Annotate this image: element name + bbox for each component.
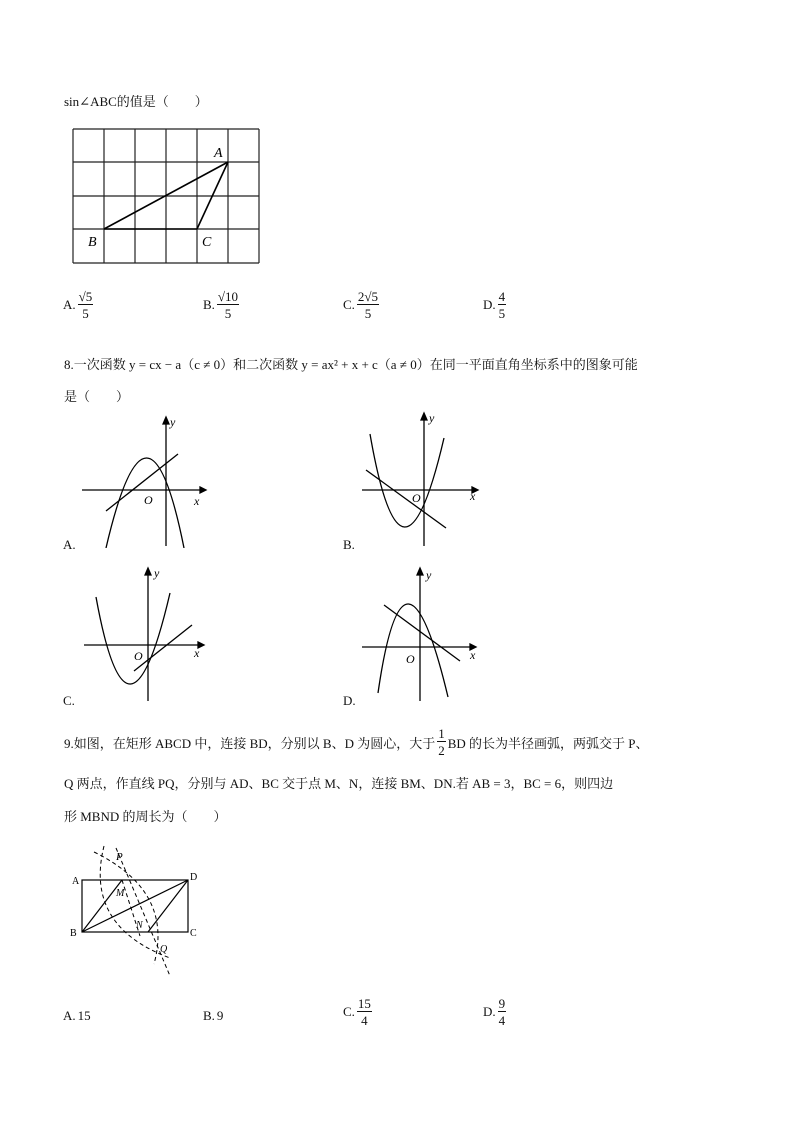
q8-option-c[interactable]: C. xyxy=(63,693,75,708)
q9-option-d[interactable]: D. $\frac{9}{4}$ xyxy=(483,996,506,1028)
q8-stem-line1: 8.一次函数 y = cx − a（c ≠ 0）和二次函数 y = ax² + x + c（a ≠ 0）在同一平面直角坐标系中的图象可能 xyxy=(64,357,638,372)
svg-text:x: x xyxy=(194,494,200,508)
svg-text:O: O xyxy=(144,493,153,507)
svg-text:Q: Q xyxy=(160,944,168,955)
q8-option-b[interactable]: B. xyxy=(343,537,355,552)
q7-option-a[interactable]: A. $\frac{√5}{5}$ xyxy=(63,289,93,321)
q7-option-b[interactable]: B. $\frac{√10}{5}$ xyxy=(203,289,239,321)
svg-text:y: y xyxy=(426,568,432,582)
svg-text:x: x xyxy=(470,489,476,503)
label-c: C xyxy=(202,235,212,250)
q8-option-a[interactable]: A. xyxy=(63,537,76,552)
q7-grid-figure xyxy=(68,125,264,267)
q9-option-a[interactable]: A. 15 xyxy=(63,1008,91,1023)
q9-rectangle-figure xyxy=(64,836,204,988)
svg-text:D: D xyxy=(190,872,198,883)
q8-graph-b[interactable] xyxy=(358,408,488,548)
svg-text:O: O xyxy=(134,649,143,663)
svg-text:y: y xyxy=(154,566,160,580)
q8-graph-d[interactable] xyxy=(358,563,488,703)
q8-graph-c[interactable] xyxy=(80,563,210,703)
q9-option-b[interactable]: B. 9 xyxy=(203,1008,224,1023)
label-b: B xyxy=(88,235,97,250)
svg-text:y: y xyxy=(170,415,176,429)
q8-stem-line2: 是（ ） xyxy=(64,389,130,404)
q8-option-d[interactable]: D. xyxy=(343,693,356,708)
svg-text:C: C xyxy=(190,928,197,939)
svg-text:N: N xyxy=(136,920,143,931)
svg-text:x: x xyxy=(194,646,200,660)
q9-stem-line3: 形 MBND 的周长为（ ） xyxy=(64,809,227,824)
svg-text:O: O xyxy=(406,652,415,666)
svg-text:B: B xyxy=(70,928,77,939)
svg-text:O: O xyxy=(412,491,421,505)
svg-text:P: P xyxy=(116,851,123,863)
q9-option-c[interactable]: C. $\frac{15}{4}$ xyxy=(343,996,371,1028)
q9-stem-line1: 9.如图，在矩形 ABCD 中，连接 BD，分别以 B、D 为圆心，大于 $\frac{1}{2}$ BD 的长为半径画弧，两弧交于 P、 xyxy=(64,726,649,758)
svg-text:x: x xyxy=(470,648,476,662)
q8-graph-a[interactable] xyxy=(78,408,208,548)
q9-stem-line2: Q 两点，作直线 PQ，分别与 AD、BC 交于点 M、N，连接 BM、DN.若 AB = 3，BC = 6，则四边 xyxy=(64,776,614,791)
svg-text:A: A xyxy=(72,876,80,887)
label-a: A xyxy=(214,146,223,161)
q7-option-d[interactable]: D. $\frac{4}{5}$ xyxy=(483,289,506,321)
svg-text:M: M xyxy=(116,888,125,899)
q7-stem-end: sin∠ABC的值是（ ） xyxy=(64,94,208,109)
svg-text:y: y xyxy=(429,411,435,425)
q7-option-c[interactable]: C. $\frac{2√5}{5}$ xyxy=(343,289,379,321)
